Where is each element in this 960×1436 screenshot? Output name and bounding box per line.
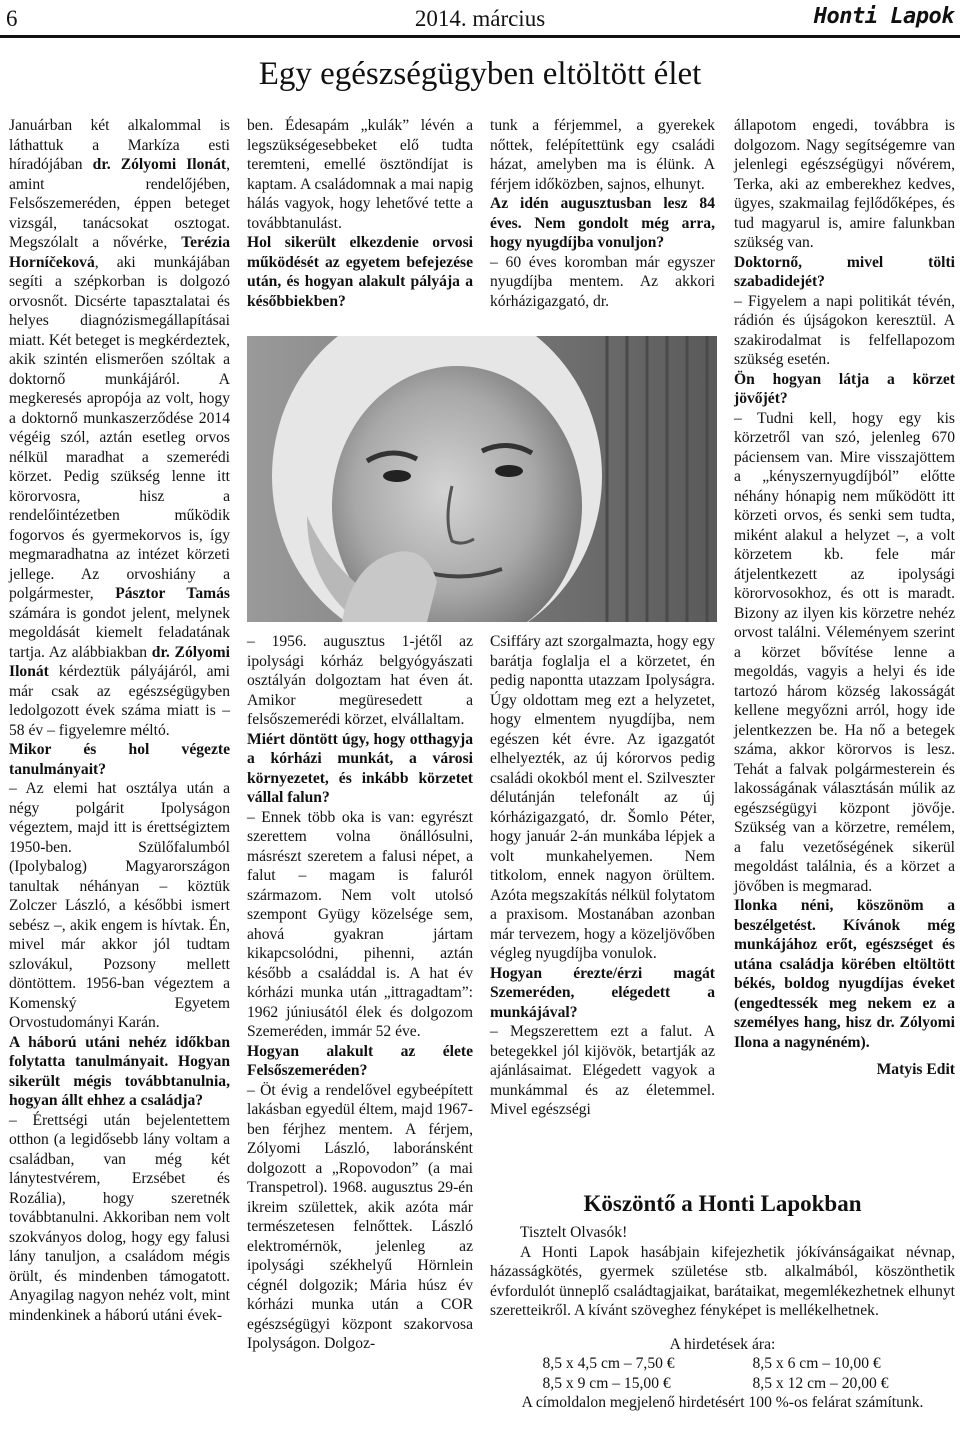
issue-date: 2014. március [414, 6, 546, 31]
bold-name: dr. Zólyomi Ilonát [9, 643, 230, 680]
bold-name: Hogyan érezte/érzi magát Szemeréden, elégedett a munkájával? [490, 964, 715, 1021]
article-paragraph: ben. Édesapám „kulák” lévén a legszükségesebbeket elő tudta teremteni, emellé ösztöndíjat is kaptam. A családomnak a mai napig hálás vagyok, hogy lehetővé tette a továbbtanulást. [247, 117, 473, 232]
bold-name: Terézia Horníčeková [9, 234, 230, 271]
price-row [490, 1374, 955, 1394]
interview-question [734, 370, 955, 409]
article-paragraph: tunk a férjemmel, a gyerekek nőttek, felépítettünk egy családi házat, amelyben ma is élünk. A férjem időközben, sajnos, elhunyt. [490, 117, 715, 193]
price-item: 8,5 x 12 cm – 20,00 € [752, 1374, 889, 1392]
box-title: Köszöntő a Honti Lapokban [583, 1191, 862, 1216]
article-paragraph: – Tudni kell, hogy egy kis körzetről van szó, jelenleg 670 páciensem van. Mire visszajöttem a „kényszernyugdíjból” előtte néhány hónapig nem működött itt körzeti orvos, és senki sem tudta, miként alakul a helyzet –, a volt körzetem kb. fele már átjelentkezett az ipolysági körorvosokhoz, és ott is maradt. Bizony az ilyen kis körzetre nehéz orvost találni. Véleményem szerint a körzet bővítése lenne a megoldás, vagyis a helyi és ide tartozó három község lakosságát kellene megyőzni arról, hogy ide jelentkezzen be. Ha nő a betegek száma, akkor körorvos is lesz. Tehát a falvak polgármesterein és lakosságának választásán múlik az egészségügyi központ jövője. Szükség van a körzetre, remélem, a falu vezetőségének sikerül megoldást találnia, és a körzet a jövőben is megmarad. [734, 409, 955, 895]
interview-question [734, 253, 955, 292]
page-header [0, 0, 960, 34]
article-paragraph: – Figyelem a napi politikát tévén, rádión és újságokon keresztül. A szakirodalmat is felfellapozom szükség esetén. [734, 292, 955, 368]
article-column-2-top [247, 116, 473, 311]
article-column-1 [9, 116, 230, 1325]
interview-question [490, 194, 715, 253]
article-paragraph: Csiffáry azt szorgalmazta, hogy egy barátja foglalja el a körzetet, én pedig napontta utazzam Ipolyságra. Úgy oldottam meg ezt a helyzetet, hogy elmentem nyugdíjba, nem egészen két évre. Az igazgatót elhelyezték, az új kórorvos pedig családi okokból ment el. Szilveszter délutánján telefonált az új kórházigazgató, dr. Šomlo Péter, hogy január 2-án munkába lépjek a volt munkahelyemen. Nem titkolom, ennek nagyon örültem. Azóta megszakítás nélkül folytatom a praxisom. Mostanában azonban már tervezem, hogy a közeljövőben végleg nyugdíjba vonulok. [490, 633, 715, 962]
greetings-ad-box [490, 1183, 955, 1431]
article-paragraph: – Ennek több oka is van: egyrészt szerettem volna önállósulni, másrészt szeretem a falusi népet, a falut – magam is faluról származom. Nem volt utolsó szempont Gyügy közelsége sem, ahová gyakran jártam kikapcsolódni, pihenni, aztán később a családdal is. A hat év kórházi munka után „ittragadtam”: 1962 júniusától élek és dolgozom Szemeréden, immár 52 éve. [247, 808, 473, 1040]
article-column-2-bottom [247, 632, 473, 1354]
bold-name: Miért döntött úgy, hogy otthagyja a kórházi munkát, a városi környezetet, és inkább körzetet vállal falun? [247, 730, 473, 806]
article-byline: Matyis Edit [876, 1061, 955, 1078]
article-column-3-bottom [490, 632, 715, 1120]
portrait-photo [247, 336, 717, 622]
article-paragraph: – Öt évig a rendelővel egybeépített lakásban egyedül éltem, majd 1967-ben férjhez mentem. A férjem, Zólyomi László, laboránsként dolgozott a „Ropovodon” (a mai Transpetrol). 1968. augusztus 29-én ikreim születtek, akik azóta már természetesen felnőttek. László elektromérnök, jelenleg az ipolysági székhelyű Hörnlein cégnél dolgozik; Mária húsz év kórházi munka után a COR egészségügyi központ szakorvosa Ipolyságon. Dolgoz- [247, 1081, 473, 1352]
interview-question [247, 730, 473, 808]
article-column-4-body [734, 116, 955, 1052]
bold-name: Doktornő, mivel tölti szabadidejét? [734, 253, 955, 290]
price-item: 8,5 x 9 cm – 15,00 € [542, 1374, 671, 1392]
article-paragraph: – 60 éves koromban már egyszer nyugdíjba mentem. Az akkori kórházigazgató, dr. [490, 253, 715, 310]
article-paragraph: – 1956. augusztus 1-jétől az ipolysági kórház belgyógyászati osztályán dolgoztam hat éven át. Amikor megüresedett a felsőszemerédi körzet, elvállaltam. [247, 633, 473, 728]
box-body [490, 1223, 955, 1321]
bold-name: dr. Zólyomi Ilonát [92, 156, 227, 173]
article-column-3-top [490, 116, 715, 311]
article-headline: Egy egészségügyben eltöltött élet [258, 56, 702, 92]
article-paragraph: – Megszerettem ezt a falut. A betegekkel jól kijövök, betartják az ajánlásaimat. Elégedett vagyok a munkámmal és az életemmel. Mivel egészségi [490, 1023, 715, 1118]
bold-name: A háború utáni nehéz időkban folytatta tanulmányait. Hogyan sikerült mégis továbbtanulnia, hogyan állt ehhez a családja? [9, 1033, 230, 1109]
article-paragraph: Januárban két alkalommal is láthattuk a Markíza esti híradójában dr. Zólyomi Ilonát, amint rendelőjében, Felsőszemeréden, éppen beteget vizsgál, tanácsokat osztogat. Megszólalt a nővérke, Terézia Horníčeková, aki munkájában segíti a szépkorban is dolgozó orvosnőt. Dicsérte tapasztalatai és helyes diagnózismegállapításai miatt. Két beteget is megkérdeztek, akik szintén elismerően szóltak a doktornő munkájáról. A megkeresés apropója az volt, hogy a doktornő munkaszerződése 2014 végéig szól, aztán esetleg orvos nélkül maradhat a szemerédi körzet. Pedig szükség lenne itt körorvosra, hisz a rendelőintézetben működik fogorvos és gyermekorvos is, így megmaradhatna az intézet körzeti jellege. Az orvoshiány a polgármester, Pásztor Tamás számára is gondot jelent, melynek megoldását kiemelt feladatának tartja. Az alábbiakban dr. Zólyomi Ilonát kérdeztük pályájáról, ami már csak az egészségügyben ledolgozott évek száma miatt is – 58 év – figyelemre méltó. [9, 117, 230, 739]
interview-question [9, 1033, 230, 1111]
interview-question [247, 233, 473, 311]
price-item: 8,5 x 4,5 cm – 7,50 € [542, 1355, 675, 1372]
bold-name: Hol sikerült elkezdenie orvosi működését az egyetem befejezése után, és hogyan alakult pályája a későbbiekben? [247, 234, 473, 310]
interview-question [734, 896, 955, 1052]
article-paragraph: – Érettségi után bejelentettem otthon (a legidősebb lány voltam a családban, van még két lánytestvérem, Erzsébet és Rozália), hogy szeretnék továbbtanulni. Akkoriban nem volt szokványos dolog, hogy egy falusi lány tanuljon, a családom mégis örült, és mindenben támogatott. Anyagilag nagyon nehéz volt, mint mindenkinek a háború utáni évek- [9, 1111, 230, 1324]
bold-name: Ön hogyan látja a körzet jövőjét? [734, 370, 955, 407]
price-list [490, 1335, 955, 1413]
article-column-4 [734, 116, 955, 1080]
article-paragraph: állapotom engedi, továbbra is dolgozom. Nagy segítségemre van jelenlegi egészségügyi nővérem, Terka, aki az emberekhez kedves, ügyes, szakmailag fejlődőképes, és tud magyarul is, amire falunkban szükség van. [734, 117, 955, 251]
price-list-title: A hirdetések ára: [669, 1335, 776, 1353]
bold-name: Hogyan alakult az élete Felsőszemeréden? [247, 1042, 473, 1079]
page-number: 6 [6, 6, 18, 31]
interview-question [247, 1042, 473, 1081]
interview-question [490, 964, 715, 1023]
price-footer: A címoldalon megjelenő hirdetésért 100 %-os felárat számítunk. [521, 1394, 924, 1411]
article-paragraph: – Az elemi hat osztálya után a négy polgárit Ipolyságon végeztem, majd itt is érettségiztem 1950-ben. Szülőfalumból (Ipolybalog) Magyarországon tanultak néhányan – köztük Zolczer László, a későbbi ismert sebész –, akik engem is hívtak. Én, mivel már akkor jól tudtam szlovákul, Pozsony mellett döntöttem. 1956-ban végeztem a Komenský Egyetem Orvostudományi Karán. [9, 780, 230, 1031]
price-item: 8,5 x 6 cm – 10,00 € [752, 1355, 881, 1372]
interview-question [9, 740, 230, 779]
box-text: A Honti Lapok hasábjain kifejezhetik jókívánságaikat névnap, házasságkötés, gyermek születése stb. alkalmából, köszönthetik évfordulót ünneplő családtagjaikat, barátaikat, megemlékezhetnek elhunyt szeretteikről. A kívánt szöveghez fényképet is mellékelhetnek. [490, 1243, 955, 1319]
box-greeting: Tisztelt Olvasók! [520, 1224, 628, 1241]
newspaper-brand: Honti Lapok [813, 4, 954, 29]
bold-name: Mikor és hol végezte tanulmányait? [9, 741, 230, 778]
price-row [490, 1354, 955, 1374]
bold-name: Ilonka néni, köszönöm a beszélgetést. Kívánok még munkájához erőt, egészséget és utána családja körében eltöltött békés, boldog nyugdíjas éveket (engedtessék meg nekem ez a személyes hang, hisz dr. Zólyomi Ilona a nagynéném). [734, 897, 955, 1051]
bold-name: Az idén augusztusban lesz 84 éves. Nem gondolt még arra, hogy nyugdíjba vonuljon? [490, 195, 715, 251]
bold-name: Pásztor Tamás [115, 585, 230, 602]
header-rule [0, 35, 960, 38]
